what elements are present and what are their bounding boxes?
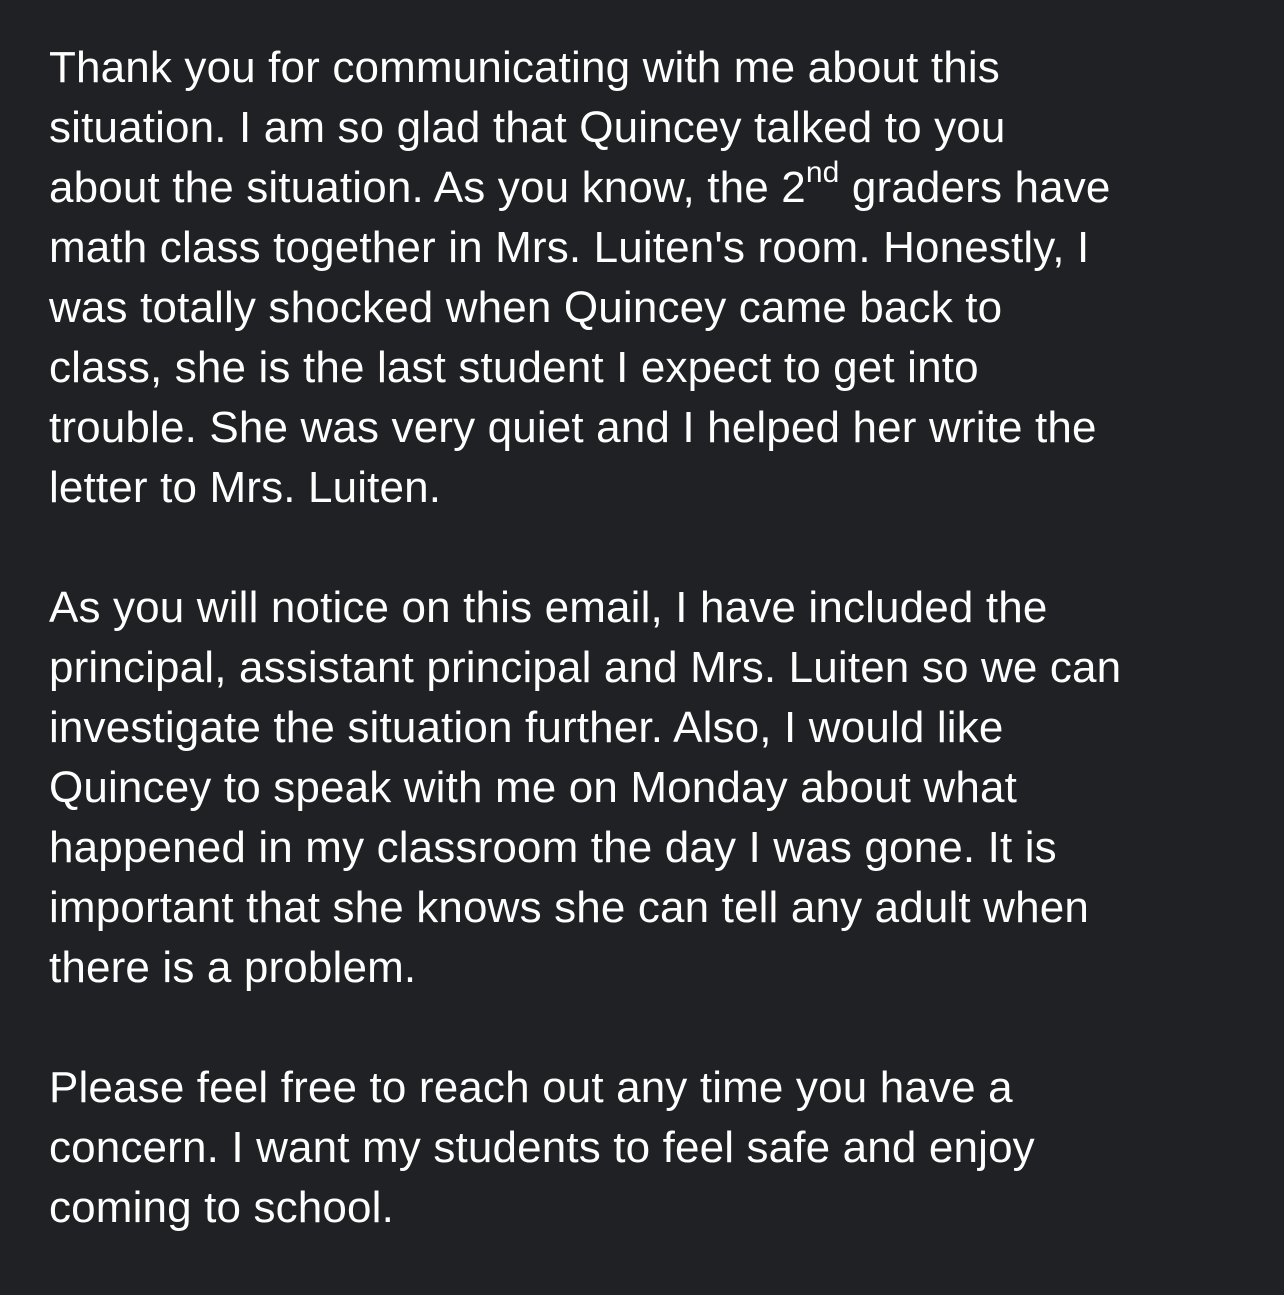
- text-line: As you will notice on this email, I have included the: [49, 583, 1048, 632]
- text-line: Quincey to speak with me on Monday about what: [49, 763, 1017, 812]
- text-line: investigate the situation further. Also, I would like: [49, 703, 1004, 752]
- text-line: principal, assistant principal and Mrs. Luiten so we can: [49, 643, 1122, 692]
- text-line: happened in my classroom the day I was gone. It is: [49, 823, 1057, 872]
- text-line: coming to school.: [49, 1183, 394, 1232]
- text-segment: about the situation. As you know, the 2: [49, 163, 806, 212]
- text-line: letter to Mrs. Luiten.: [49, 463, 442, 512]
- message-paragraph: [49, 578, 1249, 998]
- text-line: trouble. She was very quiet and I helped her write the: [49, 403, 1097, 452]
- text-segment: graders have: [839, 163, 1111, 212]
- text-line: math class together in Mrs. Luiten's room. Honestly, I: [49, 223, 1090, 272]
- text-line: class, she is the last student I expect to get into: [49, 343, 979, 392]
- text-line-with-ordinal: [49, 158, 1249, 218]
- text-line: situation. I am so glad that Quincey talked to you: [49, 103, 1006, 152]
- text-line: concern. I want my students to feel safe and enjoy: [49, 1123, 1035, 1172]
- email-message-body: [49, 38, 1249, 1238]
- message-paragraph: [49, 38, 1249, 518]
- text-line: Please feel free to reach out any time you have a: [49, 1063, 1013, 1112]
- ordinal-superscript: nd: [805, 156, 840, 190]
- text-line: there is a problem.: [49, 943, 417, 992]
- message-paragraph: [49, 1058, 1249, 1238]
- text-line: Thank you for communicating with me about this: [49, 43, 1000, 92]
- text-line: was totally shocked when Quincey came back to: [49, 283, 1003, 332]
- text-line: important that she knows she can tell any adult when: [49, 883, 1089, 932]
